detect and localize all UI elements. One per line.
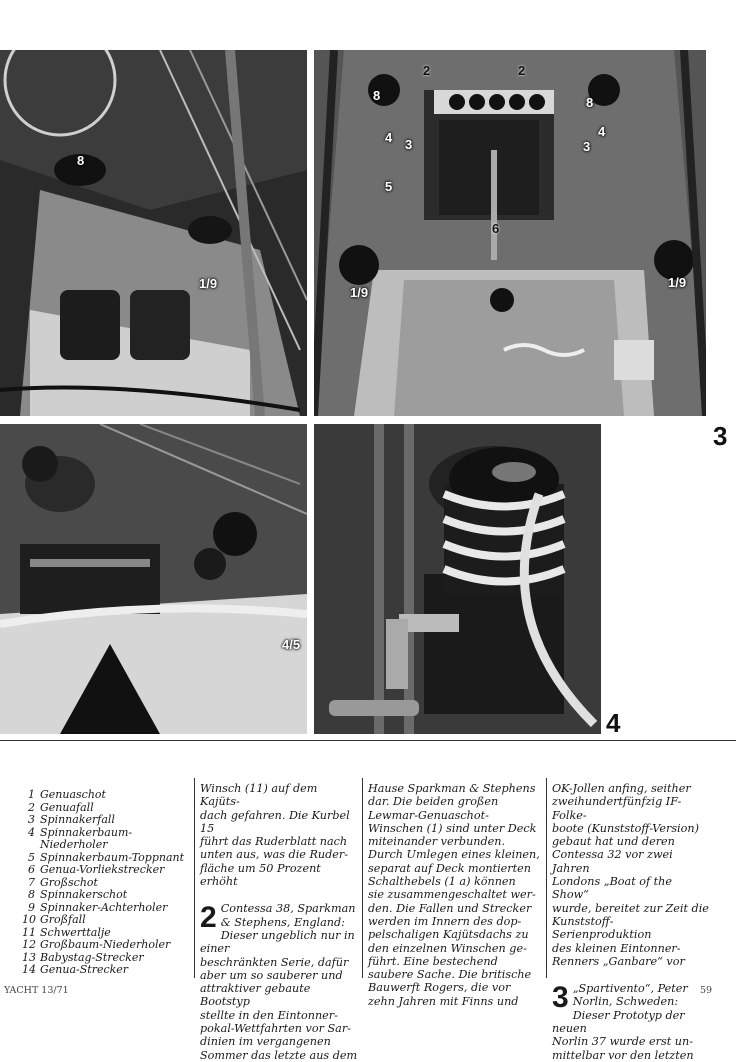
- legend-number: 1: [28, 788, 35, 801]
- legend-number: 8: [28, 888, 35, 901]
- legend-item: [22, 864, 194, 877]
- text-line: Norlin, Schweden:: [572, 995, 679, 1009]
- text-line: pelschaligen Kajütsdachs zu: [368, 928, 529, 942]
- text-line: aber um so sauberer und: [200, 968, 343, 982]
- text-line: Hause Sparkman & Stephens: [368, 782, 536, 795]
- legend-number: 5: [28, 850, 35, 864]
- text-line: des kleinen Eintonner-: [552, 941, 681, 955]
- text-line: boote (Kunststoff-Version): [552, 821, 699, 835]
- text-line: attraktiver gebaute Bootstyp: [200, 982, 311, 1009]
- figure-number: 4: [606, 708, 621, 738]
- legend-number: 13: [22, 950, 36, 964]
- photo-label: 2: [423, 63, 431, 78]
- legend-item: [22, 964, 194, 977]
- text-line: werden im Innern des dop-: [368, 914, 522, 928]
- text-line: Lewmar-Genuaschot-: [368, 808, 489, 822]
- text-line: Dieser Prototyp der neuen: [552, 1008, 685, 1036]
- text-line: beschränkten Serie, dafür: [200, 955, 349, 969]
- legend-item: [22, 889, 194, 902]
- caption-legend: [22, 789, 194, 977]
- text-line: pokal-Wettfahrten vor Sar-: [200, 1022, 351, 1036]
- legend-number: 2: [28, 800, 35, 814]
- text-line: Contessa 32 vor zwei Jahren: [552, 848, 673, 875]
- legend-number: 7: [28, 875, 35, 889]
- text-line: wurde, bereitet zur Zeit die: [552, 901, 709, 915]
- text-line: Winsch (11) auf dem Kajüts-: [200, 782, 318, 809]
- text-line: Bauwerft Rogers, die vor: [368, 981, 511, 995]
- legend-item: [22, 939, 194, 952]
- legend-number: 12: [22, 938, 36, 951]
- legend-text: Spinnakerschot: [40, 888, 128, 901]
- photo-cockpit-top-left: [0, 50, 307, 416]
- text-line: Norlin 37 wurde erst un-: [552, 1035, 694, 1049]
- text-line: dar. Die beiden großen: [368, 795, 499, 809]
- legend-text: Spinnakerfall: [40, 813, 115, 826]
- legend-number: [22, 839, 35, 852]
- photo-crew-image: [0, 424, 307, 734]
- text-column-1: [200, 782, 360, 1062]
- text-line: separat auf Deck montierten: [368, 861, 531, 875]
- text-line: Winschen (1) sind unter Deck: [368, 821, 537, 835]
- text-line: saubere Sache. Die britische: [368, 968, 532, 982]
- photo-deck-image: [314, 50, 706, 416]
- footer-magazine-issue: YACHT 13/71: [4, 985, 69, 996]
- legend-number: 6: [28, 863, 35, 876]
- column-divider: [194, 778, 195, 978]
- photo-label: 6: [492, 221, 500, 236]
- drop-cap: 3: [552, 981, 569, 1015]
- text-line: unten aus, was die Ruder-: [200, 848, 349, 862]
- text-line: dinien im vergangenen: [200, 1035, 331, 1049]
- text-line: Durch Umlegen eines kleinen,: [368, 848, 540, 862]
- text-line: mittelbar vor den letzten: [552, 1048, 694, 1062]
- legend-text: Genua-Vorliekstrecker: [40, 863, 165, 876]
- photo-label: 4/5: [282, 637, 301, 652]
- text-line: Sommer das letzte aus dem: [200, 1048, 358, 1062]
- legend-text: Großfall: [40, 913, 86, 926]
- text-line: den. Die Fallen und Strecker: [368, 901, 532, 915]
- legend-text: Genua-Strecker: [40, 963, 129, 976]
- text-column-2: [368, 782, 544, 1008]
- photo-label: 3: [405, 137, 413, 152]
- text-line: führt. Eine bestechend: [368, 954, 498, 968]
- text-line: OK-Jollen anfing, seither: [552, 782, 691, 795]
- photo-cockpit-image: [0, 50, 307, 416]
- photo-label: 1/9: [199, 276, 218, 291]
- text-line: fläche um 50 Prozent erhöht: [200, 861, 321, 889]
- legend-text: Großbaum-Niederholer: [40, 938, 171, 951]
- legend-text: Spinnakerbaum-: [40, 825, 133, 839]
- legend-text: Spinnaker-Achterholer: [40, 900, 168, 914]
- legend-number: 3: [28, 813, 35, 826]
- text-line: Renners „Ganbare“ vor: [552, 954, 685, 968]
- footer-page-number: 59: [700, 985, 713, 996]
- text-line: gebaut hat und deren: [552, 835, 675, 849]
- photo-label: 8: [373, 88, 381, 103]
- text-line: führt das Ruderblatt nach: [200, 835, 348, 849]
- photo-label: 2: [518, 63, 526, 78]
- column-divider: [362, 778, 363, 978]
- legend-number: 14: [22, 963, 36, 976]
- photo-label: 1/9: [350, 285, 369, 300]
- text-column-3: [552, 782, 712, 1062]
- text-line: Dieser ungeblich nur in einer: [200, 928, 355, 956]
- photo-crew-bottom-left: [0, 424, 307, 734]
- photo-deck-top-right: [314, 50, 706, 416]
- photo-label: 5: [385, 179, 393, 194]
- text-line: zehn Jahren mit Finns und: [368, 994, 519, 1008]
- legend-item: [22, 839, 194, 852]
- photo-label: 4: [385, 130, 393, 145]
- figure-number: 3: [713, 421, 728, 451]
- column-divider: [546, 778, 547, 978]
- legend-number: 10: [22, 913, 36, 926]
- text-line: Schalthebels (1 a) können: [368, 875, 516, 889]
- photo-winch-bottom-right: [314, 424, 601, 734]
- section-divider: [0, 740, 736, 741]
- photo-winch-image: [314, 424, 601, 734]
- legend-item: [22, 914, 194, 927]
- legend-number: 11: [22, 925, 36, 939]
- text-line: sie zusammengeschaltet wer-: [368, 888, 536, 902]
- text-line: stellte in den Eintonner-: [200, 1008, 338, 1022]
- text-line: „Spartivento“, Peter: [572, 982, 688, 996]
- legend-item: [22, 814, 194, 827]
- text-line: & Stephens, England:: [220, 915, 345, 929]
- photo-label: 8: [77, 153, 85, 168]
- photo-label: 3: [583, 139, 591, 154]
- photo-label: 4: [598, 124, 606, 139]
- legend-text: Niederholer: [40, 838, 108, 851]
- legend-text: Spinnakerbaum-Toppnant: [40, 850, 185, 864]
- legend-text: Genuafall: [40, 800, 94, 814]
- photo-label: 1/9: [668, 275, 687, 290]
- legend-number: 9: [28, 900, 35, 914]
- legend-number: 4: [28, 825, 35, 839]
- text-line: Londons „Boat of the Show“: [552, 875, 672, 902]
- text-line: zweihundertfünfzig IF-Folke-: [552, 795, 682, 822]
- legend-text: Schwerttalje: [40, 925, 111, 939]
- legend-text: Genuaschot: [40, 788, 106, 801]
- legend-text: Großschot: [40, 875, 98, 889]
- text-line: Contessa 38, Sparkman: [220, 902, 356, 916]
- photo-label: 8: [586, 95, 594, 110]
- drop-cap: 2: [200, 901, 217, 935]
- text-line: Kunststoff-Serienproduktion: [552, 914, 652, 942]
- text-line: den einzelnen Winschen ge-: [368, 941, 527, 955]
- text-line: miteinander verbunden.: [368, 835, 506, 849]
- legend-item: [22, 789, 194, 802]
- text-line: dach gefahren. Die Kurbel 15: [200, 808, 350, 835]
- legend-text: Babystag-Strecker: [40, 950, 144, 964]
